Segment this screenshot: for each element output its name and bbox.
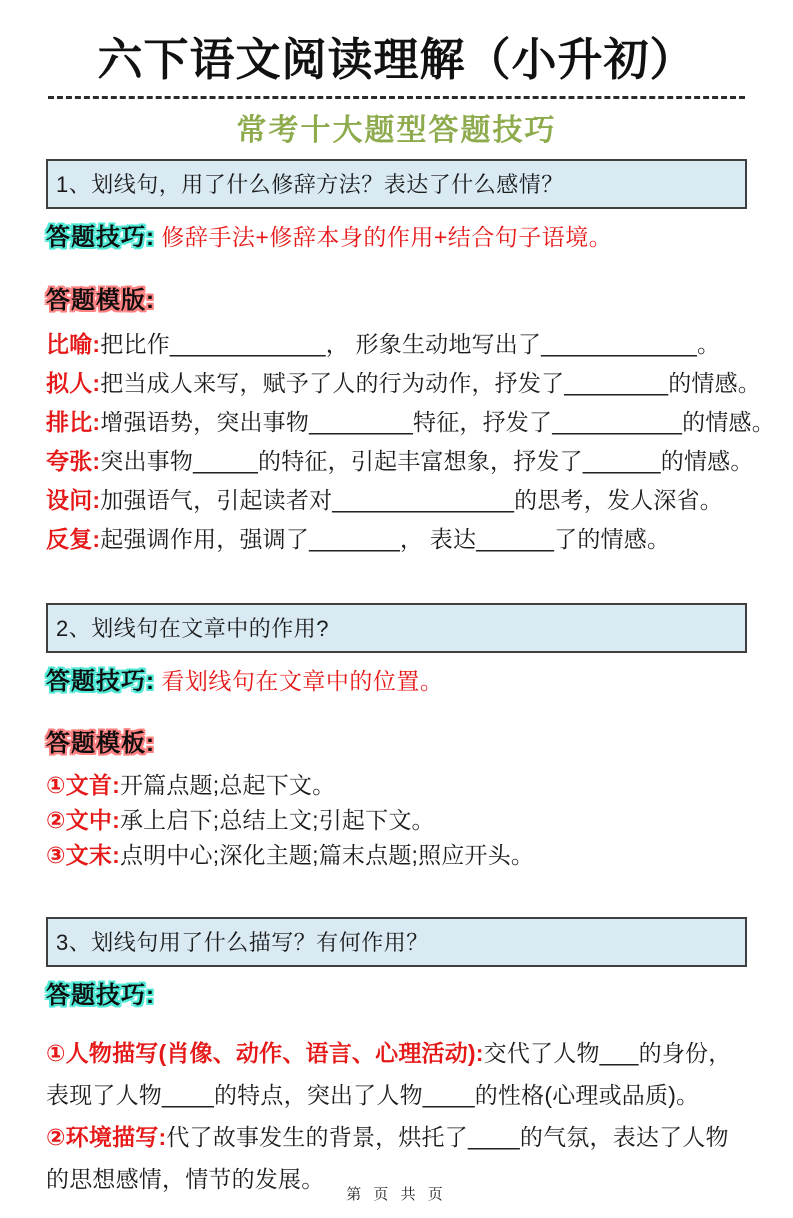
item-term: 拟人: [46, 369, 101, 396]
question-2-header [46, 603, 747, 653]
item-term: 反复: [46, 525, 101, 552]
question-1-text: 1、划线句，用了什么修辞方法？表达了什么感情？ [56, 171, 564, 197]
item-text: 承上启下;总结上文;引起下文。 [119, 807, 435, 834]
item-term: ②环境描写: [46, 1124, 167, 1151]
list-item [46, 325, 747, 364]
list-item [46, 803, 747, 838]
page-title: 六下语文阅读理解（小升初） [97, 34, 696, 85]
question-2-text: 2、划线句在文章中的作用? [56, 615, 329, 641]
item-text: 把比作____________， 形象生动地写出了____________。 [100, 330, 721, 357]
technique-line-3 [46, 979, 747, 1014]
item-term: ②文中: [46, 807, 120, 834]
template-line-1 [46, 280, 747, 315]
item-text: 起强调作用，强调了_______， 表达______了的情感。 [100, 525, 671, 552]
position-template-list [46, 768, 747, 873]
list-item [46, 520, 747, 559]
item-text: 代了故事发生的背景，烘托了____的气氛，表达了人物的思想感情，情节的发展。 [46, 1124, 729, 1193]
item-text: 把当成人来写，赋予了人的行为动作，抒发了________的情感。 [100, 369, 761, 396]
item-text: 点明中心;深化主题;篇末点题;照应开头。 [119, 842, 535, 869]
list-item [46, 442, 754, 481]
technique-line-1 [46, 221, 747, 256]
dashed-divider [48, 96, 745, 99]
question-3-text: 3、划线句用了什么描写？有何作用？ [56, 930, 429, 956]
page-footer: 第 页 共 页 [346, 1186, 447, 1204]
item-term: 夸张: [46, 447, 101, 474]
template-label: 答题模板: [46, 730, 155, 758]
technique-line-2 [46, 665, 747, 700]
description-template-list [46, 1032, 747, 1200]
item-term: ③文末: [46, 842, 120, 869]
item-term: ①人物描写(肖像、动作、语言、心理活动): [46, 1040, 484, 1067]
technique-label: 答题技巧: [46, 667, 155, 695]
question-3-header [46, 917, 747, 967]
item-text: 开篇点题;总起下文。 [119, 772, 336, 799]
item-text: 突出事物_____的特征，引起丰富想象，抒发了______的情感。 [100, 447, 754, 474]
item-term: 比喻: [46, 330, 101, 357]
rhetoric-template-list [46, 325, 775, 559]
question-1-header [46, 159, 747, 209]
section-question-3 [46, 917, 747, 1200]
item-term: 设问: [46, 486, 101, 513]
list-item [46, 403, 775, 442]
list-item [46, 364, 761, 403]
technique-label: 答题技巧: [46, 223, 155, 251]
technique-text: 看划线句在文章中的位置。 [161, 667, 444, 694]
section-question-1 [46, 159, 775, 559]
section-question-2 [46, 603, 747, 874]
list-item [46, 838, 747, 873]
technique-text: 修辞手法+修辞本身的作用+结合句子语境。 [161, 223, 613, 250]
list-item [46, 768, 747, 803]
item-term: ①文首: [46, 772, 120, 799]
template-label: 答题模版: [46, 286, 155, 314]
list-item [46, 1032, 747, 1116]
list-item [46, 481, 747, 520]
item-term: 排比: [46, 408, 101, 435]
item-text: 交代了人物___的身份，表现了人物____的特点，突出了人物____的性格(心理或品质)。 [46, 1040, 732, 1109]
technique-label: 答题技巧: [46, 982, 155, 1010]
item-text: 加强语气，引起读者对______________的思考，发人深省。 [100, 486, 723, 513]
item-text: 增强语势，突出事物________特征，抒发了__________的情感。 [100, 408, 775, 435]
page-subtitle: 常考十大题型答题技巧 [236, 113, 557, 147]
template-line-2 [46, 723, 747, 758]
